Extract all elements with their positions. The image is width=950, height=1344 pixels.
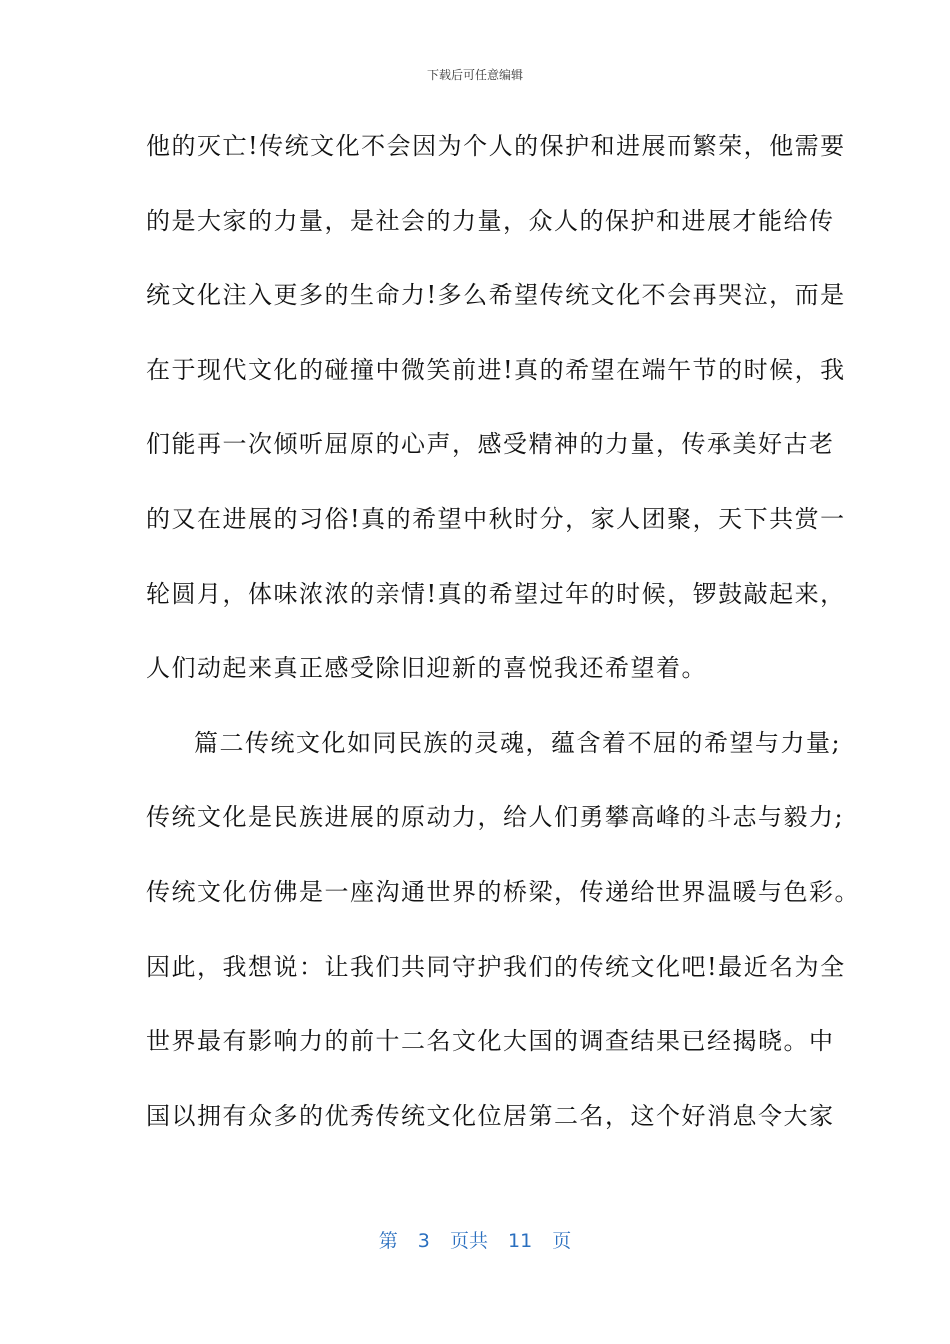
text-line: 统文化注入更多的生命力!多么希望传统文化不会再哭泣，而是 xyxy=(146,281,846,310)
text-line: 世界最有影响力的前十二名文化大国的调查结果已经揭晓。中 xyxy=(146,1027,835,1056)
page-label-prefix: 第 xyxy=(378,1230,398,1252)
text-line: 轮圆月，体味浓浓的亲情!真的希望过年的时候，锣鼓敲起来， xyxy=(146,579,846,608)
total-pages: 11 xyxy=(508,1230,533,1252)
page-footer xyxy=(0,1226,950,1253)
text-line: 传统文化仿佛是一座沟通世界的桥梁，传递给世界温暖与色彩。 xyxy=(146,877,860,906)
paragraph-start-line: 篇二传统文化如同民族的灵魂，蕴含着不屈的希望与力量; xyxy=(194,728,842,757)
text-line: 在于现代文化的碰撞中微笑前进!真的希望在端午节的时候，我 xyxy=(146,355,846,384)
current-page-number: 3 xyxy=(417,1230,430,1252)
page-label-suffix: 页 xyxy=(552,1230,572,1252)
text-line: 国以拥有众多的优秀传统文化位居第二名，这个好消息令大家 xyxy=(146,1101,835,1130)
text-line: 人们动起来真正感受除旧迎新的喜悦我还希望着。 xyxy=(146,654,707,683)
text-line: 他的灭亡!传统文化不会因为个人的保护和进展而繁荣，他需要 xyxy=(146,132,846,160)
text-line: 们能再一次倾听屈原的心声，感受精神的力量，传承美好古老 xyxy=(146,430,835,459)
text-line: 的又在进展的习俗!真的希望中秋时分，家人团聚，天下共赏一 xyxy=(146,504,846,533)
text-line: 传统文化是民族进展的原动力，给人们勇攀高峰的斗志与毅力; xyxy=(146,803,845,832)
text-line: 的是大家的力量，是社会的力量，众人的保护和进展才能给传 xyxy=(146,206,835,235)
text-line: 因此，我想说：让我们共同守护我们的传统文化吧!最近名为全 xyxy=(146,952,846,981)
document-body xyxy=(146,128,860,1172)
page-header: 下载后可任意编辑 xyxy=(426,68,523,82)
page-label-middle: 页共 xyxy=(449,1230,488,1252)
